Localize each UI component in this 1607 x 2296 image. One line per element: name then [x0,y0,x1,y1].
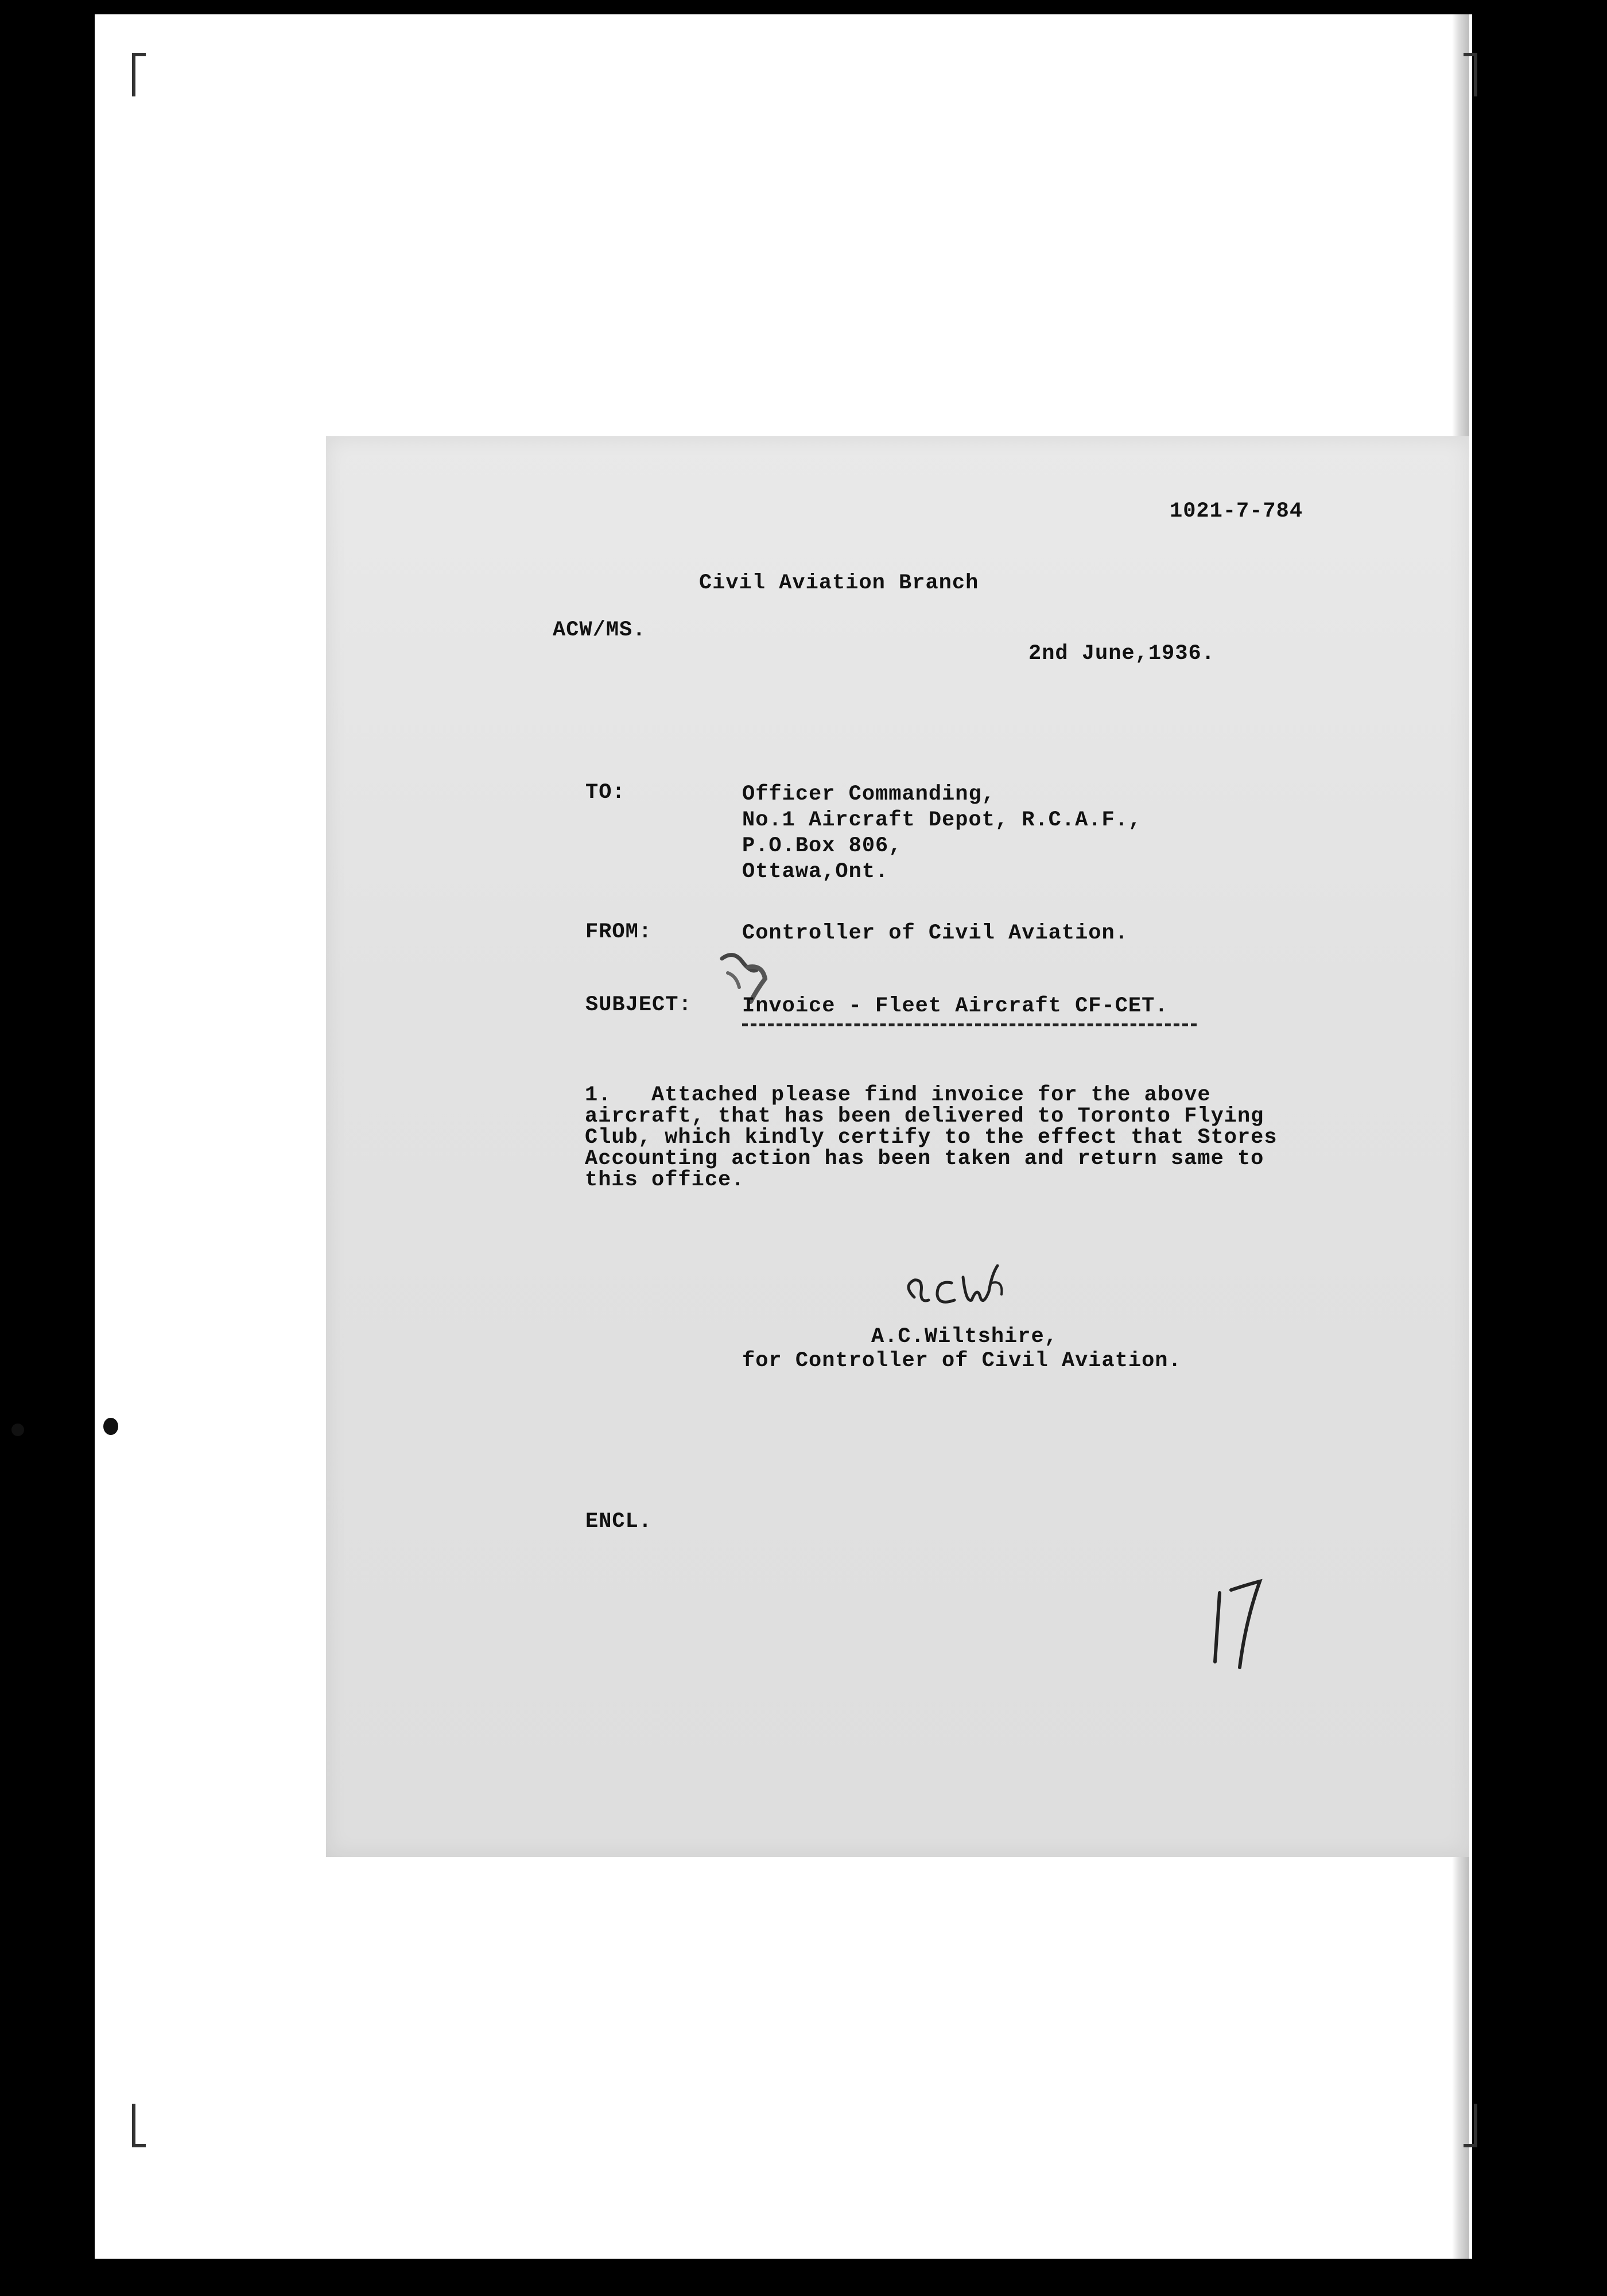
subject-value: Invoice - Fleet Aircraft CF-CET. [742,994,1169,1018]
paragraph-line: 1. Attached please find invoice for the above [585,1083,1211,1107]
paragraph-line: Club, which kindly certify to the effect that Stores [585,1126,1278,1150]
branch-heading: Civil Aviation Branch [699,571,979,595]
enclosure-note: ENCL. [585,1510,653,1534]
paragraph-line: aircraft, that has been delivered to Toronto Flying [585,1104,1264,1128]
recipient-address [742,782,1142,885]
body-paragraph [585,1085,1278,1191]
handwritten-initials [897,1251,1018,1320]
punch-hole-mark [103,1418,118,1435]
subject-underline [742,1023,1197,1026]
from-label: FROM: [585,920,653,944]
handwritten-page-number [1202,1576,1271,1673]
address-line: Ottawa,Ont. [742,860,889,884]
film-speck [11,1424,24,1436]
corner-mark-bottom-left [132,2104,146,2147]
paragraph-line: Accounting action has been taken and return same to [585,1147,1264,1171]
address-line: P.O.Box 806, [742,834,902,858]
signer-title: for Controller of Civil Aviation. [742,1349,1182,1373]
letter-date: 2nd June,1936. [1028,642,1215,666]
address-line: Officer Commanding, [742,782,995,806]
address-line: No.1 Aircraft Depot, R.C.A.F., [742,808,1142,832]
reference-code: ACW/MS. [553,618,646,642]
paragraph-line: this office. [585,1168,745,1192]
subject-label: SUBJECT: [585,993,692,1017]
corner-mark-top-right [1464,53,1477,96]
corner-mark-top-left [132,53,146,96]
from-value: Controller of Civil Aviation. [742,921,1128,945]
letter-sheet [326,436,1469,1857]
file-number: 1021-7-784 [1170,499,1303,523]
to-label: TO: [585,781,626,805]
corner-mark-bottom-right [1464,2104,1477,2147]
signer-name: A.C.Wiltshire, [871,1325,1058,1349]
paragraph-number: 1. [585,1083,612,1107]
